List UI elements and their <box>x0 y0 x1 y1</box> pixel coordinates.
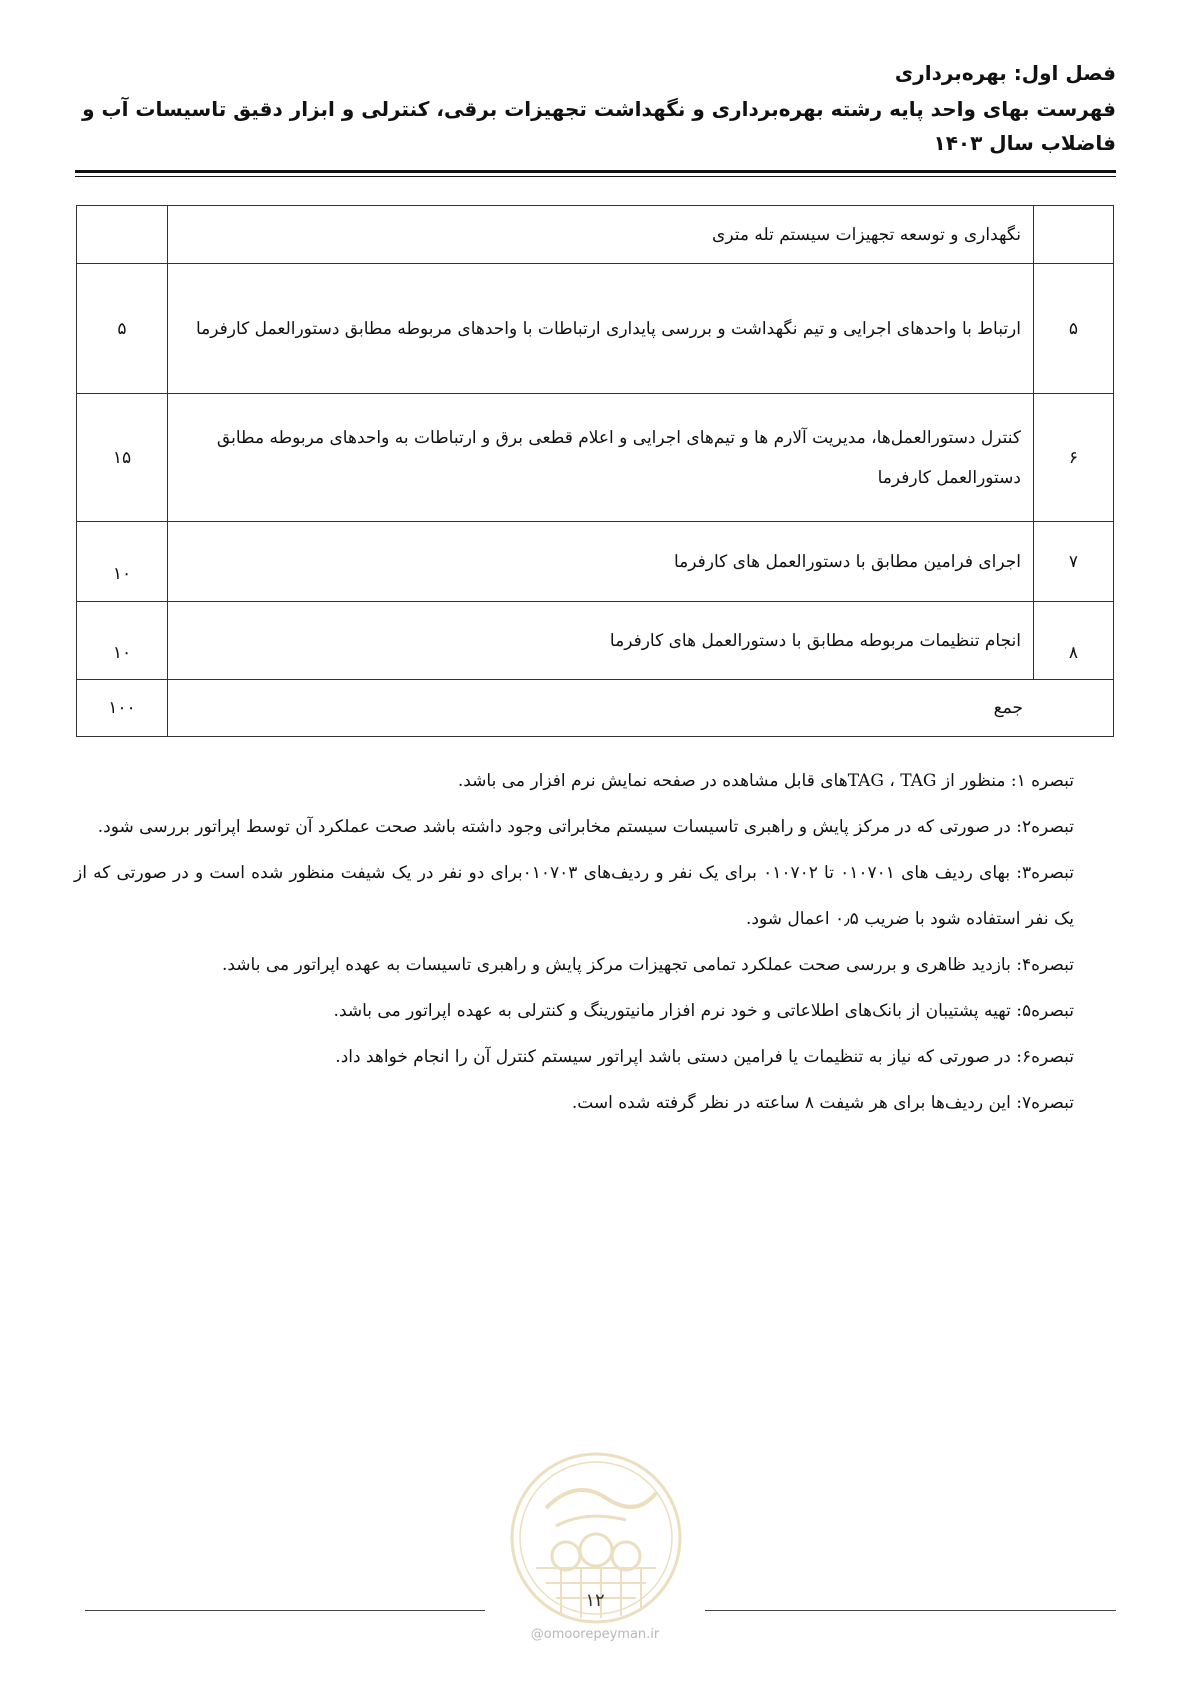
page-header <box>75 58 1116 160</box>
row-description-cell: کنترل دستورالعمل‌ها، مدیریت آلارم ها و تیم‌های اجرایی و اعلام قطعی برق و ارتباطات به واحدهای مربوطه مطابق دستورالعمل کارفرما <box>168 394 1034 522</box>
table-row <box>77 602 1114 680</box>
note-2: تبصره۲: در صورتی که در مرکز پایش و راهبری تاسیسات سیستم مخابراتی وجود داشته باشد صحت عملکرد آن توسط اپراتور بررسی شود. <box>97 817 1074 837</box>
row-number-cell: ۶ <box>1034 394 1114 522</box>
row-score-cell: ۱۰ <box>77 602 168 680</box>
table-total-row <box>77 680 1114 737</box>
operations-table <box>76 205 1114 737</box>
footer-rule-left <box>85 1610 485 1611</box>
header-rule-thin <box>75 176 1116 177</box>
page-number: ۱۲ <box>585 1590 605 1611</box>
row-description-cell: نگهداری و توسعه تجهیزات سیستم تله متری <box>168 206 1034 264</box>
notes-section <box>74 758 1074 1126</box>
table-row <box>77 264 1114 394</box>
row-description-cell: انجام تنظیمات مربوطه مطابق با دستورالعمل های کارفرما <box>168 602 1034 680</box>
total-value-cell: ۱۰۰ <box>77 680 168 737</box>
note-6: تبصره۶: در صورتی که نیاز به تنظیمات یا فرامین دستی باشد اپراتور سیستم کنترل آن را انجام خواهد داد. <box>335 1047 1074 1067</box>
document-title: فهرست بهای واحد پایه رشته بهره‌برداری و نگهداشت تجهیزات برقی، کنترلی و ابزار دقیق تاسیسات آب و فاضلاب سال ۱۴۰۳ <box>82 97 1116 155</box>
row-score-cell: ۱۰ <box>77 522 168 602</box>
row-score-cell <box>77 206 168 264</box>
row-number-cell: ۵ <box>1034 264 1114 394</box>
header-rule-thick <box>75 170 1116 173</box>
row-number-cell <box>1034 206 1114 264</box>
note-4: تبصره۴: بازدید ظاهری و بررسی صحت عملکرد تمامی تجهیزات مرکز پایش و راهبری تاسیسات به عهده اپراتور می باشد. <box>221 955 1074 975</box>
table-row <box>77 206 1114 264</box>
note-7: تبصره۷: این ردیف‌ها برای هر شیفت ۸ ساعته در نظر گرفته شده است. <box>571 1093 1074 1113</box>
table-row <box>77 522 1114 602</box>
row-number-cell: ۷ <box>1034 522 1114 602</box>
row-score-cell: ۵ <box>77 264 168 394</box>
row-description-cell: اجرای فرامین مطابق با دستورالعمل های کارفرما <box>168 522 1034 602</box>
footer-rule-right <box>705 1610 1116 1611</box>
website-link[interactable]: @omoorepeyman.ir <box>530 1627 660 1642</box>
total-label-cell: جمع <box>168 680 1114 737</box>
row-score-cell: ۱۵ <box>77 394 168 522</box>
row-number-cell: ۸ <box>1034 602 1114 680</box>
note-5: تبصره۵: تهیه پشتیبان از بانک‌های اطلاعاتی و خود نرم افزار مانیتورینگ و کنترلی به عهده اپراتور می باشد. <box>333 1001 1074 1021</box>
chapter-title: فصل اول: بهره‌برداری <box>894 61 1116 85</box>
row-description-cell: ارتباط با واحدهای اجرایی و تیم نگهداشت و بررسی پایداری ارتباطات با واحدهای مربوطه مطابق دستورالعمل کارفرما <box>168 264 1034 394</box>
note-3: تبصره۳: بهای ردیف های ۰۱۰۷۰۱ تا ۰۱۰۷۰۲ برای یک نفر و ردیف‌های ۰۱۰۷۰۳برای دو نفر در یک شیفت منظور شده است و در صورتی که از یک نفر استفاده شود با ضریب ۰٫۵ اعمال شود. <box>74 863 1075 929</box>
table-row <box>77 394 1114 522</box>
note-1: تبصره ۱: منظور از TAG ، TAGهای قابل مشاهده در صفحه نمایش نرم افزار می باشد. <box>457 771 1074 791</box>
